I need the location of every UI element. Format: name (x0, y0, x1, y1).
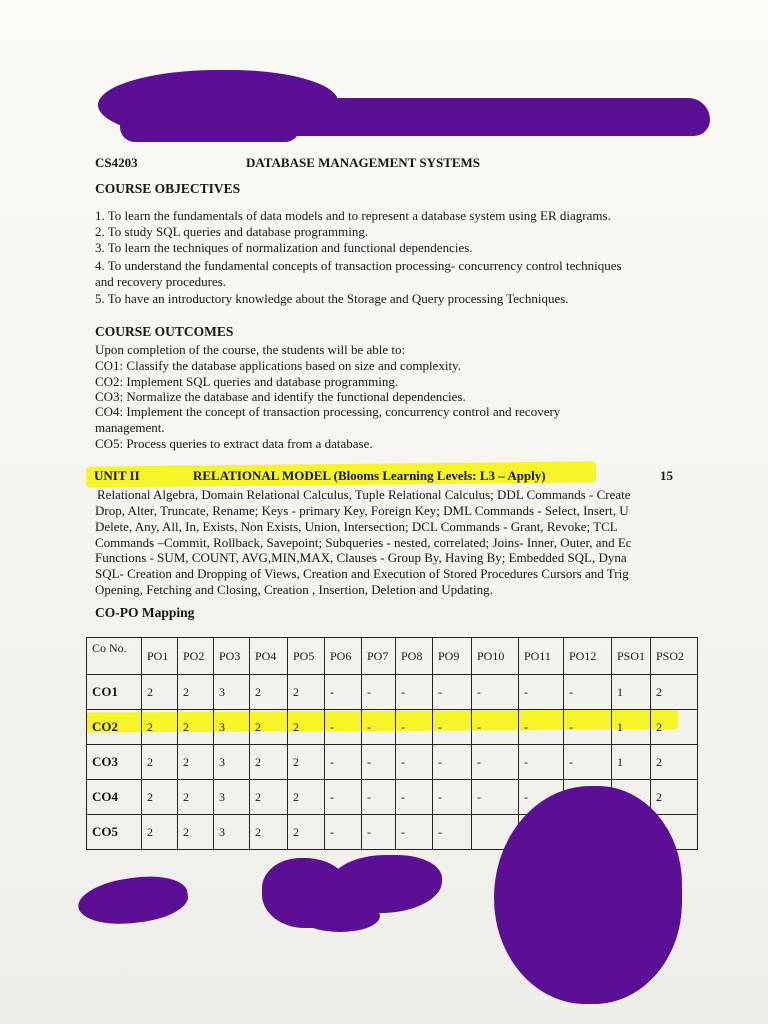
mapping-value-cell: 3 (214, 675, 250, 710)
co-label-cell: CO2 (87, 710, 142, 745)
objective-line: 2. To study SQL queries and database programming. (95, 224, 369, 239)
mapping-value-cell: 2 (250, 815, 288, 850)
outcome-line: CO3: Normalize the database and identify the functional dependencies. (95, 389, 466, 404)
outcome-line: CO2: Implement SQL queries and database programming. (95, 374, 399, 389)
table-header-row (87, 638, 698, 675)
objective-line: 3. To learn the techniques of normalization and functional dependencies. (95, 240, 473, 255)
mapping-value-cell: - (325, 745, 362, 780)
mapping-value-cell: - (325, 815, 362, 850)
mapping-value-cell: 2 (651, 710, 698, 745)
objective-line: 5. To have an introductory knowledge about the Storage and Query processing Techniques. (95, 291, 569, 306)
mapping-value-cell: - (519, 745, 564, 780)
co-label-cell: CO5 (87, 815, 142, 850)
outcome-line: CO1: Classify the database applications based on size and complexity. (95, 358, 461, 373)
co-label-cell: CO1 (87, 675, 142, 710)
table-header-cell: PO12 (564, 638, 612, 675)
mapping-value-cell: - (519, 675, 564, 710)
mapping-value-cell: 2 (142, 745, 178, 780)
mapping-value-cell: - (519, 780, 564, 815)
mapping-value-cell: 2 (142, 780, 178, 815)
unit-body-line: SQL- Creation and Dropping of Views, Creation and Execution of Stored Procedures Cursors and Trig (95, 566, 629, 581)
mapping-value-cell: 2 (178, 780, 214, 815)
table-header-cell: PO1 (142, 638, 178, 675)
unit-body-line: Relational Algebra, Domain Relational Calculus, Tuple Relational Calculus; DDL Commands - Create (97, 487, 631, 502)
mapping-value-cell: - (396, 780, 433, 815)
mapping-value-cell: - (564, 710, 612, 745)
mapping-value-cell: - (325, 675, 362, 710)
mapping-value-cell: - (433, 710, 472, 745)
co-label-cell: CO4 (87, 780, 142, 815)
table-header-cell: PO11 (519, 638, 564, 675)
unit-title: RELATIONAL MODEL (Blooms Learning Levels: L3 – Apply) (193, 468, 546, 483)
unit-body-line: Functions - SUM, COUNT, AVG,MIN,MAX, Clauses - Group By, Having By; Embedded SQL, Dyna (95, 550, 627, 565)
mapping-value-cell: 2 (250, 745, 288, 780)
mapping-value-cell: 3 (214, 815, 250, 850)
objectives-heading: COURSE OBJECTIVES (95, 181, 241, 196)
table-header-cell: PO6 (325, 638, 362, 675)
mapping-value-cell: - (362, 815, 396, 850)
unit-label: UNIT II (94, 468, 140, 483)
outcome-line: Upon completion of the course, the students will be able to: (95, 342, 406, 357)
mapping-value-cell: 2 (288, 675, 325, 710)
mapping-value-cell: - (325, 710, 362, 745)
objective-line: and recovery procedures. (95, 274, 227, 289)
mapping-value-cell: - (564, 745, 612, 780)
mapping-value-cell: 1 (612, 710, 651, 745)
mapping-value-cell: - (472, 745, 519, 780)
mapping-value-cell: - (362, 675, 396, 710)
mapping-value-cell: - (472, 675, 519, 710)
table-header-cell: PO9 (433, 638, 472, 675)
mapping-value-cell: - (396, 745, 433, 780)
table-header-cell: Co No. (87, 638, 142, 675)
table-header-cell: PSO1 (612, 638, 651, 675)
mapping-value-cell: 2 (178, 710, 214, 745)
mapping-value-cell: 2 (288, 815, 325, 850)
mapping-value-cell: 1 (612, 745, 651, 780)
co-label-cell: CO3 (87, 745, 142, 780)
mapping-value-cell: - (472, 780, 519, 815)
unit-body-line: Commands –Commit, Rollback, Savepoint; Subqueries - nested, correlated; Joins- Inner, Outer, and Ec (95, 535, 632, 550)
mapping-value-cell: - (519, 710, 564, 745)
mapping-value-cell: 2 (250, 675, 288, 710)
table-row (87, 710, 698, 745)
mapping-value-cell: - (433, 780, 472, 815)
mapping-value-cell: - (362, 745, 396, 780)
table-header-cell: PSO2 (651, 638, 698, 675)
table-header-cell: PO10 (472, 638, 519, 675)
mapping-value-cell: 2 (288, 710, 325, 745)
redaction-mark-top (120, 112, 300, 142)
unit-hours: 15 (660, 468, 673, 483)
table-header-cell: PO8 (396, 638, 433, 675)
mapping-value-cell: 1 (612, 675, 651, 710)
table-header-cell: PO5 (288, 638, 325, 675)
mapping-value-cell: - (362, 780, 396, 815)
mapping-value-cell: 2 (142, 710, 178, 745)
mapping-value-cell: 2 (651, 745, 698, 780)
mapping-value-cell: 2 (142, 675, 178, 710)
course-code: CS4203 (95, 155, 138, 170)
mapping-value-cell: 2 (178, 815, 214, 850)
table-header-cell: PO3 (214, 638, 250, 675)
mapping-value-cell: 3 (214, 780, 250, 815)
unit-body-line: Opening, Fetching and Closing, Creation , Insertion, Deletion and Updating. (95, 582, 493, 597)
mapping-value-cell: - (433, 745, 472, 780)
outcome-line: management. (95, 420, 165, 435)
mapping-value-cell: - (396, 815, 433, 850)
mapping-value-cell: 3 (214, 710, 250, 745)
unit-body-line: Drop, Alter, Truncate, Rename; Keys - primary Key, Foreign Key; DML Commands - Select, Insert, U (95, 503, 629, 518)
mapping-value-cell: 2 (651, 675, 698, 710)
mapping-value-cell: 2 (288, 745, 325, 780)
mapping-value-cell: - (396, 675, 433, 710)
mapping-value-cell: 2 (250, 710, 288, 745)
mapping-value-cell: 3 (214, 745, 250, 780)
objective-line: 1. To learn the fundamentals of data models and to represent a database system using ER diagrams. (95, 208, 611, 223)
mapping-value-cell: 2 (142, 815, 178, 850)
table-header-cell: PO7 (362, 638, 396, 675)
mapping-value-cell: - (362, 710, 396, 745)
mapping-value-cell: - (472, 710, 519, 745)
table-row (87, 675, 698, 710)
mapping-value-cell: 2 (178, 675, 214, 710)
mapping-value-cell: 2 (178, 745, 214, 780)
course-title: DATABASE MANAGEMENT SYSTEMS (246, 155, 481, 170)
mapping-value-cell: - (433, 675, 472, 710)
objective-line: 4. To understand the fundamental concepts of transaction processing- concurrency control techniques (95, 258, 622, 273)
table-header-cell: PO4 (250, 638, 288, 675)
mapping-value-cell: 2 (288, 780, 325, 815)
unit-body-line: Delete, Any, All, In, Exists, Non Exists, Union, Intersection; DCL Commands - Grant, Revoke; TCL (95, 519, 618, 534)
outcome-line: CO4: Implement the concept of transaction processing, concurrency control and recovery (95, 404, 561, 419)
mapping-value-cell: 2 (651, 780, 698, 815)
mapping-heading: CO-PO Mapping (95, 605, 195, 620)
mapping-value-cell: - (325, 780, 362, 815)
mapping-value-cell: - (564, 675, 612, 710)
mapping-value-cell: - (396, 710, 433, 745)
redaction-mark-bottom-center (300, 900, 380, 932)
table-header-cell: PO2 (178, 638, 214, 675)
mapping-value-cell: 2 (250, 780, 288, 815)
mapping-value-cell: - (433, 815, 472, 850)
table-row (87, 745, 698, 780)
outcomes-heading: COURSE OUTCOMES (95, 324, 234, 339)
outcome-line: CO5: Process queries to extract data from a database. (95, 436, 373, 451)
